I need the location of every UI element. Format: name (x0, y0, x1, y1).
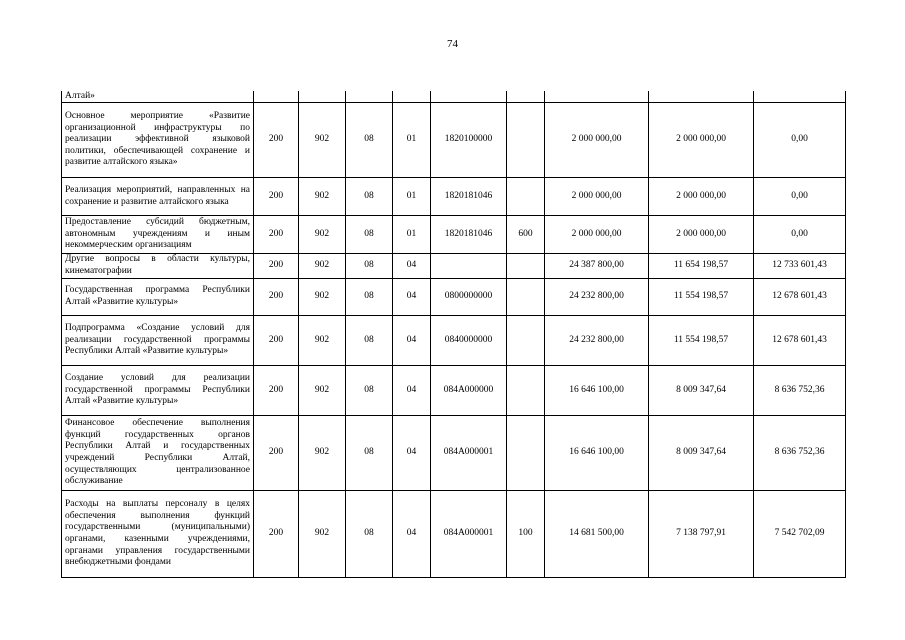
table-row (62, 279, 846, 316)
cell-ministry: 200 (254, 366, 299, 416)
row-name: Подпрограмма «Создание условий для реализации государственной программы Республики Алтай «Развитие культуры» (62, 316, 254, 366)
budget-table (61, 91, 846, 578)
cell-ministry: 200 (254, 416, 299, 491)
row-name: Государственная программа Республики Алтай «Развитие культуры» (62, 279, 254, 316)
cell-subsection: 01 (393, 103, 431, 178)
cell-ministry: 200 (254, 279, 299, 316)
cell-amount-executed (649, 91, 754, 103)
table-row (62, 416, 846, 491)
cell-amount-remaining: 0,00 (754, 103, 846, 178)
row-name: Другие вопросы в области культуры, кинематографии (62, 254, 254, 279)
cell-section: 08 (346, 254, 393, 279)
table-row (62, 366, 846, 416)
cell-ministry: 200 (254, 178, 299, 216)
cell-target-item: 084A000001 (431, 416, 507, 491)
table-row (62, 91, 846, 103)
cell-section: 08 (346, 103, 393, 178)
cell-target-item: 0800000000 (431, 279, 507, 316)
cell-subsection: 01 (393, 216, 431, 254)
cell-subsection: 04 (393, 491, 431, 578)
cell-expense-type (507, 316, 545, 366)
row-name: Алтай» (62, 91, 254, 103)
cell-amount-plan: 14 681 500,00 (545, 491, 649, 578)
cell-expense-type (507, 279, 545, 316)
table-row (62, 178, 846, 216)
cell-expense-type (507, 366, 545, 416)
row-name: Финансовое обеспечение выполнения функций государственных органов Республики Алтай и государственных учреждений Республики Алтай, осуществляющих централизованное обслуживание (62, 416, 254, 491)
cell-target-item (431, 91, 507, 103)
cell-ministry: 200 (254, 216, 299, 254)
cell-amount-remaining: 0,00 (754, 178, 846, 216)
cell-code: 902 (299, 366, 346, 416)
cell-section (346, 91, 393, 103)
cell-expense-type (507, 178, 545, 216)
row-name: Основное мероприятие «Развитие организационной инфраструктуры по реализации эффективной языковой политики, обеспечивающей сохранение и развитие алтайского языка» (62, 103, 254, 178)
cell-amount-plan: 16 646 100,00 (545, 366, 649, 416)
cell-code: 902 (299, 216, 346, 254)
cell-code: 902 (299, 316, 346, 366)
row-name: Создание условий для реализации государственной программы Республики Алтай «Развитие культуры» (62, 366, 254, 416)
cell-amount-executed: 11 554 198,57 (649, 279, 754, 316)
cell-expense-type (507, 103, 545, 178)
cell-section: 08 (346, 178, 393, 216)
cell-target-item: 084A000001 (431, 491, 507, 578)
table-row (62, 491, 846, 578)
table-row (62, 254, 846, 279)
cell-amount-executed: 2 000 000,00 (649, 103, 754, 178)
cell-amount-remaining: 8 636 752,36 (754, 416, 846, 491)
cell-amount-executed: 2 000 000,00 (649, 216, 754, 254)
cell-section: 08 (346, 216, 393, 254)
cell-amount-remaining: 7 542 702,09 (754, 491, 846, 578)
cell-code: 902 (299, 279, 346, 316)
cell-section: 08 (346, 316, 393, 366)
cell-expense-type (507, 254, 545, 279)
table-row (62, 216, 846, 254)
cell-subsection: 04 (393, 254, 431, 279)
cell-subsection: 04 (393, 416, 431, 491)
cell-ministry (254, 91, 299, 103)
cell-code: 902 (299, 178, 346, 216)
cell-code: 902 (299, 491, 346, 578)
cell-expense-type: 600 (507, 216, 545, 254)
table-row (62, 103, 846, 178)
cell-section: 08 (346, 279, 393, 316)
cell-amount-plan (545, 91, 649, 103)
cell-target-item (431, 254, 507, 279)
cell-amount-plan: 24 387 800,00 (545, 254, 649, 279)
row-name: Расходы на выплаты персоналу в целях обеспечения выполнения функций государственными (муниципальными) органами, казенными учреждениями, органами управления государственными внебюджетными фондами (62, 491, 254, 578)
cell-expense-type (507, 416, 545, 491)
row-name: Реализация мероприятий, направленных на сохранение и развитие алтайского языка (62, 178, 254, 216)
cell-amount-executed: 8 009 347,64 (649, 416, 754, 491)
cell-amount-remaining: 12 678 601,43 (754, 279, 846, 316)
cell-amount-executed: 11 554 198,57 (649, 316, 754, 366)
cell-subsection: 01 (393, 178, 431, 216)
cell-ministry: 200 (254, 103, 299, 178)
cell-amount-remaining (754, 91, 846, 103)
cell-amount-executed: 7 138 797,91 (649, 491, 754, 578)
page-number: 74 (447, 38, 458, 50)
cell-amount-plan: 2 000 000,00 (545, 178, 649, 216)
cell-subsection: 04 (393, 316, 431, 366)
cell-subsection: 04 (393, 366, 431, 416)
cell-amount-executed: 2 000 000,00 (649, 178, 754, 216)
cell-amount-executed: 11 654 198,57 (649, 254, 754, 279)
cell-code (299, 91, 346, 103)
row-name: Предоставление субсидий бюджетным, автономным учреждениям и иным некоммерческим организациям (62, 216, 254, 254)
cell-subsection: 04 (393, 279, 431, 316)
cell-code: 902 (299, 416, 346, 491)
cell-amount-remaining: 12 733 601,43 (754, 254, 846, 279)
cell-ministry: 200 (254, 254, 299, 279)
cell-target-item: 1820100000 (431, 103, 507, 178)
cell-amount-remaining: 8 636 752,36 (754, 366, 846, 416)
cell-amount-plan: 2 000 000,00 (545, 103, 649, 178)
cell-ministry: 200 (254, 491, 299, 578)
cell-target-item: 1820181046 (431, 178, 507, 216)
cell-amount-plan: 16 646 100,00 (545, 416, 649, 491)
cell-target-item: 1820181046 (431, 216, 507, 254)
cell-section: 08 (346, 366, 393, 416)
cell-code: 902 (299, 103, 346, 178)
cell-amount-executed: 8 009 347,64 (649, 366, 754, 416)
cell-ministry: 200 (254, 316, 299, 366)
cell-target-item: 0840000000 (431, 316, 507, 366)
cell-expense-type: 100 (507, 491, 545, 578)
cell-amount-plan: 24 232 800,00 (545, 279, 649, 316)
cell-amount-plan: 24 232 800,00 (545, 316, 649, 366)
cell-amount-remaining: 12 678 601,43 (754, 316, 846, 366)
cell-section: 08 (346, 416, 393, 491)
cell-amount-plan: 2 000 000,00 (545, 216, 649, 254)
cell-subsection (393, 91, 431, 103)
cell-section: 08 (346, 491, 393, 578)
cell-target-item: 084A000000 (431, 366, 507, 416)
cell-expense-type (507, 91, 545, 103)
table-row (62, 316, 846, 366)
cell-amount-remaining: 0,00 (754, 216, 846, 254)
cell-code: 902 (299, 254, 346, 279)
